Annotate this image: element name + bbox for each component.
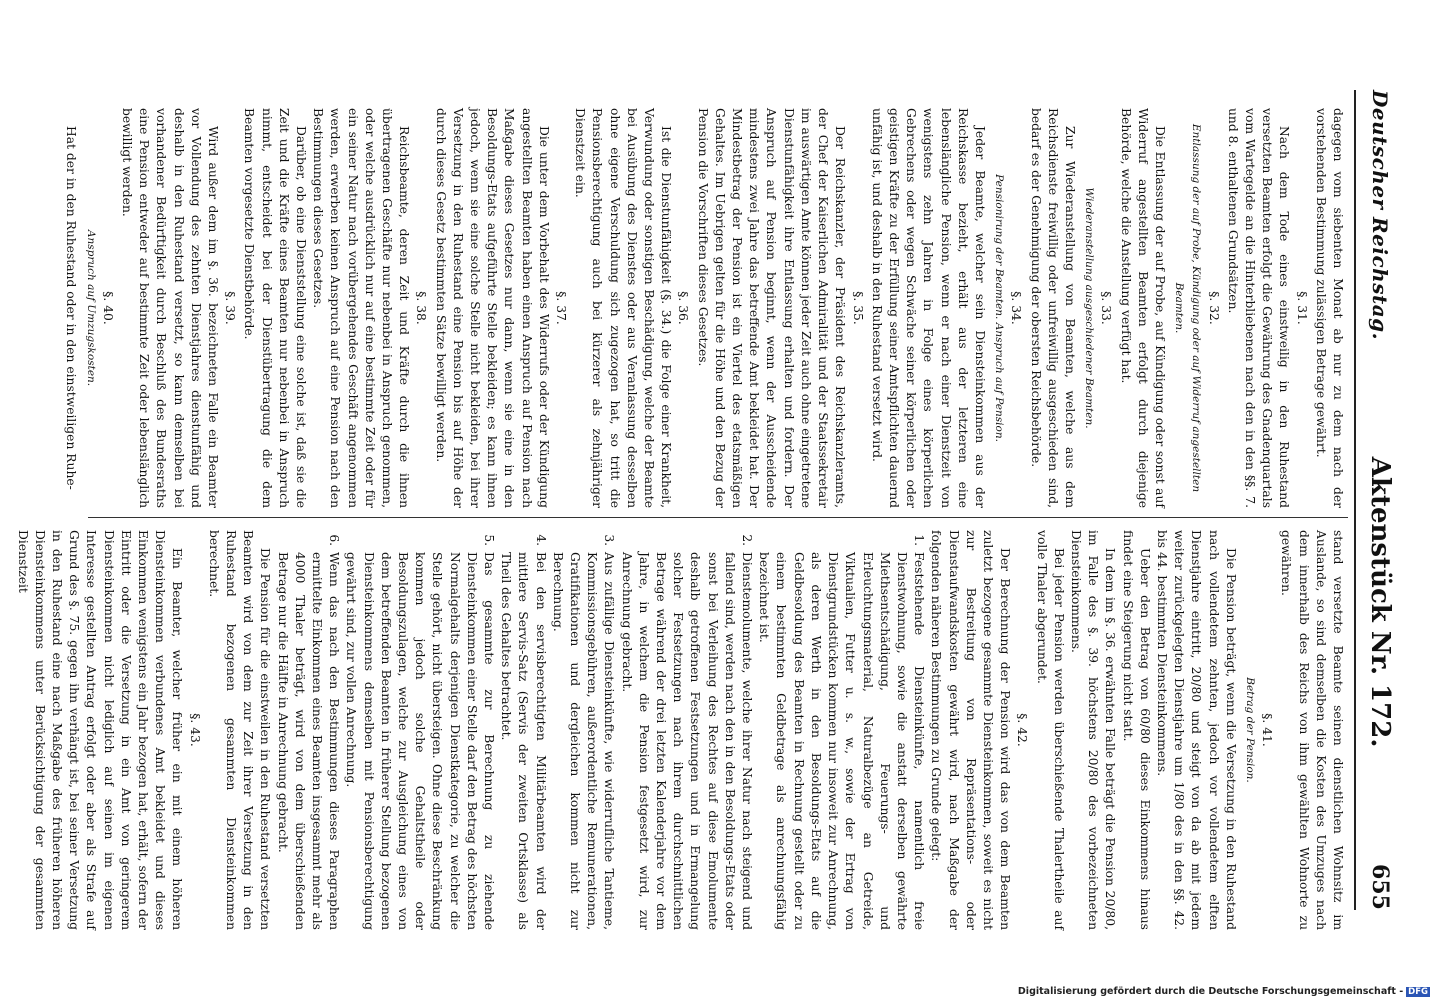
list-item: 6. Wenn das nach den Bestimmungen dieses Paragraphen ermittelte Einkommen eines Beamten insgesammt mehr als 4000 Thaler beträgt, wird von dem überschießenden Betrage nur die Hälfte in Anrechnung gebracht.: [273, 550, 342, 930]
section-number: §. 34.: [1009, 291, 1024, 325]
section-number: §. 39.: [223, 291, 238, 325]
paragraph: Die Entlassung der auf Probe, auf Kündigung oder sonst auf Widerruf angestellten Beamten erfolgt durch diejenige Behörde, welche die Anstellung verfügt hat.: [1118, 108, 1167, 508]
paragraph: stand versetzte Beamte seinen dienstlichen Wohnsitz im Auslande, so sind demselben die Kosten des Umzuges nach dem innerhalb des Reichs von ihm gewählten Wohnorte zu gewähren.: [1279, 530, 1345, 930]
column-divider: [88, 517, 1348, 518]
paragraph: Die Pension beträgt, wenn die Versetzung in den Ruhestand nach vollendetem zehnten, jedoch vor vollendetem elften Dienstjahre eintritt, 20/80 und steigt von da ab mit jedem weiter zurückgelegten Dienstjahre um 1/80 des in den §§. 42. bis 44. bestimmten Diensteinkommens.: [1154, 530, 1238, 930]
paragraph: Ueber den Betrag von 60/80 dieses Einkommens hinaus findet eine Steigerung nicht statt.: [1120, 530, 1152, 930]
section-number: §. 40.: [100, 291, 115, 325]
paragraph: Zur Wiederanstellung von Beamten, welche aus dem Reichsdienste freiwillig oder unfreiwillig ausgeschieden sind, bedarf es der Genehmigung der obersten Reichsbehörde.: [1028, 108, 1077, 508]
running-header: [1358, 90, 1402, 910]
left-column: [64, 108, 1346, 508]
header-left: Deutscher Reichstag.: [1368, 90, 1392, 341]
paragraph: Nach dem Tode eines einstweilig in den Ruhestand versetzten Beamten erfolgt die Gewährung des Gnadenquartals vom Wartegelde an die Hinterbliebenen nach den in den §§. 7. und 8. enthaltenen Grundsätzen.: [1225, 108, 1292, 508]
section-number: §. 37.: [554, 291, 569, 325]
list-item: 2. Dienstemolumente, welche ihrer Natur nach steigend und fallend sind, werden nach den in den Besoldungs-Etats oder sonst bei Verleihung des Rechtes auf diese Emolumente deshalb getroffenen Festsetzungen und in Ermangelung solcher Festsetzungen nach ihrem durchschnittlichen Betrage während der drei letzten Kalenderjahre vor dem Jahre, in welchem die Pension festgesetzt wird, zur Anrechnung gebracht.: [617, 550, 755, 930]
section-heading: Pensionirung der Beamten. Anspruch auf Pension.: [993, 174, 1006, 442]
header-rule: [1354, 90, 1356, 910]
section-number: §. 41.: [1260, 713, 1275, 747]
section-number: §. 38.: [414, 291, 429, 325]
section-heading: Entlassung der auf Probe, Kündigung oder auf Widerruf angestellten Beamten.: [1173, 123, 1203, 493]
section-number: §. 35.: [850, 291, 865, 325]
section-number: §. 32.: [1206, 291, 1221, 325]
paragraph: Jeder Beamte, welcher sein Diensteinkommen aus der Reichskasse bezieht, erhält aus der letzteren eine lebenslängliche Pension, wenn er nach einer Dienstzeit von wenigstens zehn Jahren in Folge eines körperlichen Gebrechens oder wegen Schwäche seiner körperlichen oder geistigen Kräfte zu der Erfüllung seiner Amtspflichten dauernd unfähig ist, und deshalb in den Ruhestand versetzt wird.: [869, 108, 987, 508]
header-center: Aktenstück Nr. 172.: [1365, 456, 1395, 748]
paragraph: Ist die Dienstunfähigkeit (§. 34.) die Folge einer Krankheit, Verwundung oder sonstigen Beschädigung, welche der Beamte bei Ausübung des Dienstes oder aus Veranlassung desselben ohne eigene Verschuldung sich zugezogen hat, so tritt die Pensionsberechtigung auch bei kürzerer als zehnjähriger Dienstzeit ein.: [573, 108, 674, 508]
footer-text: Digitalisierung gefördert durch die Deutsche Forschungsgemeinschaft -: [1017, 986, 1404, 997]
numbered-list: [273, 530, 927, 930]
list-item: 4. Bei den servisberechtigten Militärbeamten wird der mittlere Servis-Satz (Servis der zweiten Ortsklasse) als Theil des Gehaltes betrachtet.: [497, 550, 549, 930]
paragraph: Darüber, ob eine Dienststellung eine solche ist, daß sie die Zeit und die Kräfte eines Beamten nur nebenbei in Anspruch nimmt, entscheidet bei der Dienstübertragung die dem Beamten vorgesetzte Dienstbehörde.: [242, 108, 309, 508]
section-number: §. 36.: [676, 291, 691, 325]
paragraph: Die unter dem Vorbehalt des Widerrufs oder der Kündigung angestellten Beamten haben einen Anspruch auf Pension nach Maßgabe dieses Gesetzes nur dann, wenn sie eine in den Besoldungs-Etats aufgeführte Stelle bekleiden; es kann ihnen jedoch, wenn sie eine solche Stelle nicht bekleiden, bei ihrer Versetzung in den Ruhestand eine Pension bis auf Höhe der durch dieses Gesetz bestimmten Sätze bewilligt werden.: [433, 108, 551, 508]
right-column: [15, 530, 1346, 930]
page-number: 655: [1367, 864, 1393, 910]
digitization-footer: [1018, 986, 1430, 1000]
paragraph: Der Reichskanzler, der Präsident des Reichskanzleramts, der Chef der Kaiserlichen Admiralität und der Staatssekretair im auswärtigen Amte können jeder Zeit auch ohne eingetretene Dienstunfähigkeit ihre Entlassung erhalten und fordern. Der Anspruch auf Pension beginnt, wenn der Ausscheidende mindestens zwei Jahre das betreffende Amt bekleidet hat. Der Mindestbetrag der Pension ist ein Viertel des etatsmäßigen Gehaltes. Im Uebrigen gelten für die Höhe und den Bezug der Pension die Vorschriften dieses Gesetzes.: [695, 108, 848, 508]
paragraph: Bei jeder Pension werden überschießende Thalertheile auf volle Thaler abgerundet.: [1034, 530, 1066, 930]
section-heading: Betrag der Pension.: [1243, 677, 1256, 783]
paragraph: dagegen vom siebenten Monat ab nur zu dem nach der vorstehenden Bestimmung zulässigen Betrage gewährt.: [1313, 108, 1345, 508]
section-number: §. 33.: [1099, 291, 1114, 325]
paragraph: Ein Beamter, welcher früher ein mit einem höheren Diensteinkommen verbundenes Amt bekleidet und dieses Einkommen wenigstens ein Jahr bezogen hat, erhält, sofern der Eintritt oder die Versetzung in ein Amt von geringerem Diensteinkommen nicht lediglich auf seinen im eigenen Interesse gestellten Antrag erfolgt oder aber als Strafe auf Grund des §. 75. gegen ihn verhängt ist, bei seiner Versetzung in den Ruhestand eine nach Maßgabe des früheren höheren Diensteinkommens unter Berücksichtigung der gesammten Dienstzeit: [15, 530, 185, 930]
section-number: §. 43.: [187, 713, 202, 747]
paragraph: Der Berechnung der Pension wird das von dem Beamten zuletzt bezogene gesammte Diensteinkommen, soweit es nicht zur Bestreitung von Repräsentations- oder Dienstaufwandskosten gewährt wird, nach Maßgabe der folgenden näheren Bestimmungen zu Grunde gelegt:: [929, 530, 1013, 930]
list-item: 5. Das gesammte zur Berechnung zu ziehende Diensteinkommen einer Stelle darf den Betrag des höchsten Normalgehalts derjenigen Dienstkategorie, zu welcher die Stelle gehört, nicht übersteigen. Ohne diese Beschränkung kommen jedoch solche Gehaltstheile oder Besoldungszulagen, welche zur Ausgleichung eines von dem betreffenden Beamten in früherer Stellung bezogenen Diensteinkommens demselben mit Pensionsberechtigung gewährt sind, zur vollen Anrechnung.: [342, 550, 497, 930]
paragraph: Die Pension für die einstweilen in den Ruhestand versetzten Beamten wird von dem zur Zeit ihrer Versetzung in den Ruhestand bezogenen gesammten Diensteinkommen berechnet.: [206, 530, 273, 930]
section-heading: Anspruch auf Umzugskosten.: [84, 229, 97, 387]
section-number: §. 42.: [1015, 713, 1030, 747]
section-number: §. 31.: [1294, 291, 1309, 325]
paragraph: Hat der in den Ruhestand oder in den einstweiligen Ruhe-: [64, 126, 79, 490]
dfg-logo: DFG: [1408, 986, 1428, 997]
list-item: 3. Aus zufällige Diensteinkünfte, wie widerrufliche Tantieme, Kommissionsgebühren, außerordentliche Remunerationen, Gratifikationen und dergleichen kommen nicht zur Berechnung.: [549, 550, 618, 930]
paragraph: Wird außer dem im §. 36. bezeichneten Falle ein Beamter vor Vollendung des zehnten Dienstjahres dienstunfähig und deshalb in den Ruhestand versetzt, so kann demselben bei vorhandener Bedürftigkeit durch Beschluß des Bundesraths eine Pension entweder auf bestimmte Zeit oder lebenslänglich bewilligt werden.: [119, 108, 220, 508]
paragraph: In dem im §. 36. erwähnten Falle beträgt die Pension 20/80, im Falle des §. 39. höchstens 20/80 des vorbezeichneten Diensteinkommens.: [1068, 530, 1118, 930]
section-heading: Wiederanstellung ausgeschiedener Beamten.: [1083, 187, 1096, 429]
list-item: 1. Feststehende Diensteinkünfte, namentlich freie Dienstwohnung, sowie die anstatt derselben gewährte Miethsentschädigung, Feuerungs- und Erleuchtungsmaterial, Naturalbezüge an Getreide, Viktualien, Futter u. s. w., sowie der Ertrag von Dienstgrundstücken kommen nur insoweit zur Anrechnung, als deren Werth in den Besoldungs-Etats auf die Geldbesoldung des Beamten in Rechnung gestellt oder zu einem bestimmten Geldbetrage als anrechnungsfähig bezeichnet ist.: [755, 550, 927, 930]
paragraph: Reichsbeamte, deren Zeit und Kräfte durch die ihnen übertragenen Geschäfte nur nebenbei in Anspruch genommen, oder welche ausdrücklich nur auf eine bestimmte Zeit oder für ein seiner Natur nach vorübergehendes Geschäft angenommen werden, erwerben keinen Anspruch auf eine Pension nach den Bestimmungen dieses Gesetzes.: [311, 108, 412, 508]
